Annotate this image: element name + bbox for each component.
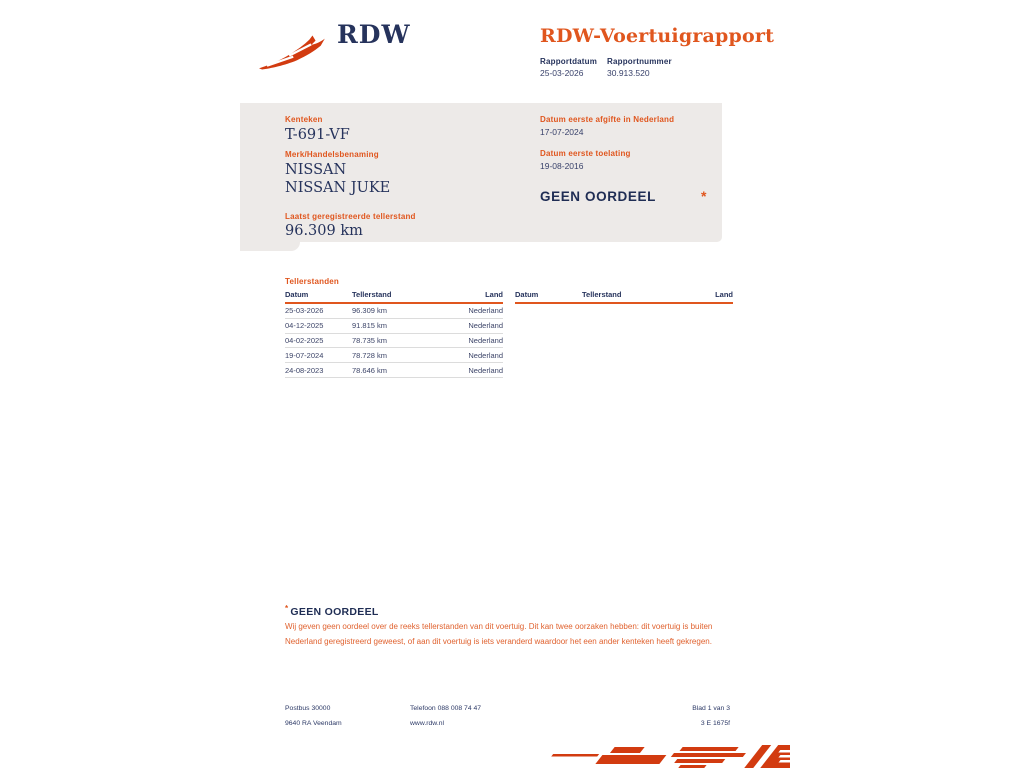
table-row [285, 319, 503, 334]
cell-land: Nederland [468, 306, 503, 316]
footer-phone: Telefoon 088 008 74 47 [410, 705, 482, 712]
footnote-heading [285, 604, 379, 618]
rdw-bird-logo-icon [258, 35, 332, 71]
toelating-label: Datum eerste toelating [540, 149, 631, 158]
footer-address-line-2: 9640 RA Veendam [285, 720, 342, 727]
afgifte-label: Datum eerste afgifte in Nederland [540, 115, 675, 124]
footer-doc-code: 3 E 1675f [700, 720, 730, 727]
footer-address-line-1: Postbus 30000 [285, 705, 331, 712]
report-number-value: 30.913.520 [607, 68, 650, 78]
table-row [285, 304, 503, 319]
cell-tellerstand: 78.646 km [352, 365, 388, 375]
tellerstand-value: 96.309 km [285, 223, 363, 239]
vehicle-summary-box-tab [240, 242, 300, 251]
report-date-label: Rapportdatum [540, 57, 598, 66]
footer-wing-graphic [545, 744, 790, 768]
cell-tellerstand: 96.309 km [352, 306, 388, 316]
afgifte-value: 17-07-2024 [540, 127, 584, 137]
cell-land: Nederland [468, 350, 503, 360]
cell-land: Nederland [468, 321, 503, 331]
footnote-asterisk: * [285, 604, 289, 613]
column-header-land: Land [715, 290, 733, 299]
column-header-land: Land [485, 290, 503, 299]
cell-land: Nederland [468, 365, 503, 375]
tellerstand-label: Laatst geregistreerde tellerstand [285, 212, 416, 221]
cell-tellerstand: 78.728 km [352, 350, 388, 360]
table-row [285, 348, 503, 363]
rdw-logo-wordmark: RDW [337, 20, 411, 49]
odometer-table-right [515, 290, 733, 304]
footer-page-number: Blad 1 van 3 [692, 705, 730, 712]
kenteken-label: Kenteken [285, 115, 323, 124]
cell-datum: 24-08-2023 [285, 365, 324, 375]
cell-land: Nederland [468, 335, 503, 345]
cell-datum: 19-07-2024 [285, 350, 324, 360]
column-header-tellerstand: Tellerstand [352, 290, 392, 299]
column-header-datum: Datum [285, 290, 309, 299]
footer-contact [410, 701, 481, 731]
odometer-table-header [285, 290, 503, 304]
report-title: RDW-Voertuigrapport [540, 25, 775, 47]
kenteken-value: T-691-VF [285, 127, 350, 143]
report-date-value: 25-03-2026 [540, 68, 584, 78]
tellerstanden-section-title: Tellerstanden [285, 277, 340, 286]
cell-tellerstand: 78.735 km [352, 335, 388, 345]
footer-page-info [560, 701, 730, 731]
cell-datum: 04-12-2025 [285, 321, 324, 331]
column-header-datum: Datum [515, 290, 539, 299]
merk-label: Merk/Handelsbenaming [285, 150, 379, 159]
footer-address [285, 701, 342, 731]
odometer-table-header [515, 290, 733, 304]
cell-datum: 04-02-2025 [285, 335, 324, 345]
toelating-value: 19-08-2016 [540, 161, 584, 171]
cell-tellerstand: 91.815 km [352, 321, 388, 331]
cell-datum: 25-03-2026 [285, 306, 324, 316]
table-row [285, 363, 503, 378]
footnote-title: GEEN OORDEEL [290, 606, 379, 618]
odometer-table-left [285, 290, 503, 378]
footnote-text: Wij geven geen oordeel over de reeks tellerstanden van dit voertuig. Dit kan twee oorzaken hebben: dit voertuig is buiten Nederland geregistreerd geweest, of aan dit voertuig is iets veranderd waardoor het een ander kenteken heeft gekregen. [285, 622, 713, 646]
judgement-asterisk: * [701, 188, 707, 204]
footer-website-link[interactable]: www.rdw.nl [410, 720, 444, 727]
merk-value: NISSAN NISSAN JUKE [285, 162, 391, 196]
table-row [285, 334, 503, 349]
column-header-tellerstand: Tellerstand [582, 290, 622, 299]
report-number-label: Rapportnummer [607, 57, 672, 66]
judgement-text: GEEN OORDEEL [540, 189, 656, 204]
